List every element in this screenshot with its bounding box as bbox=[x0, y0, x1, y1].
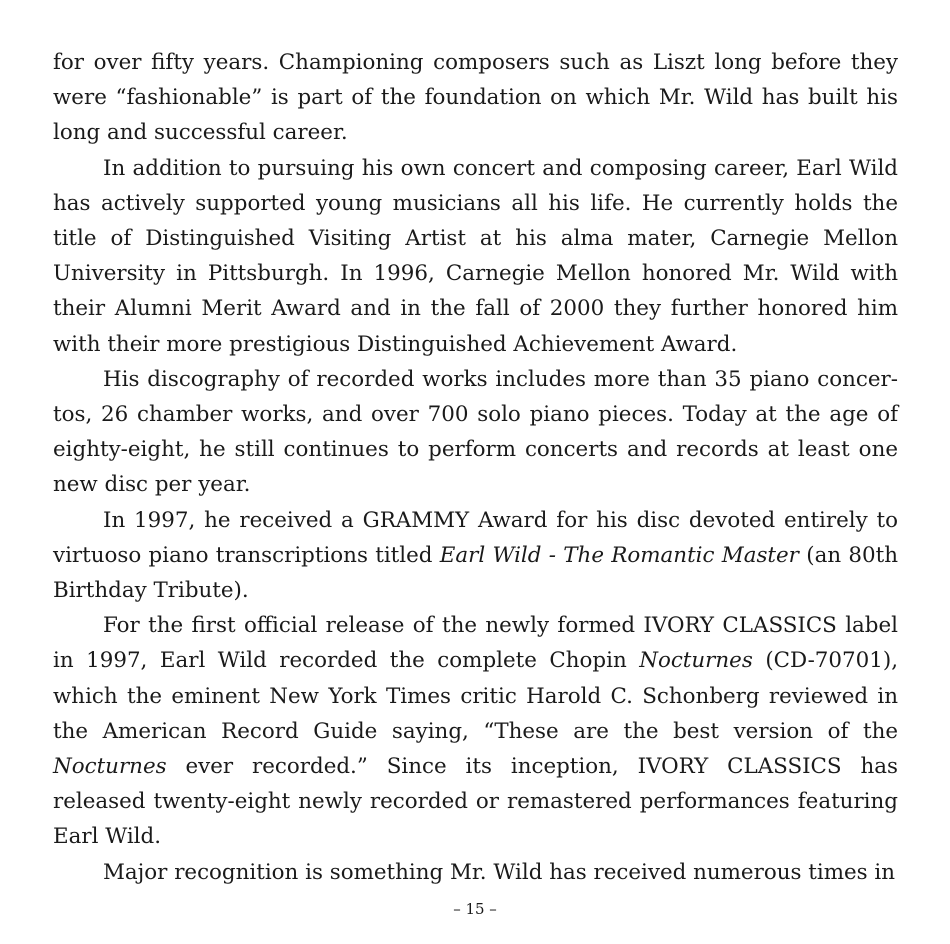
paragraph-5 bbox=[53, 608, 898, 854]
paragraph-4-text-before: In 1997, he received a GRAMMY Award for his disc devoted entirely to virtuoso piano transcriptions titled bbox=[53, 507, 898, 568]
paragraph-5-part-3: ever recorded.” Since its inception, IVORY CLASSICS has released twenty-eight newly recorded or remastered performances featuring Earl Wild. bbox=[53, 754, 898, 850]
paragraph-5-part-2: (CD-70701), which the eminent New York Times critic Harold C. Schonberg reviewed in the American Record Guide saying, “These are the best version of the bbox=[53, 648, 899, 744]
page-number: – 15 – bbox=[453, 900, 497, 918]
album-title: Earl Wild - The Romantic Master bbox=[439, 542, 799, 568]
paragraph-3: His discography of recorded works includes more than 35 piano concertos, 26 chamber works, and over 700 solo piano pieces. Today at the age of eighty-eight, he still continues to perform concerts and records at least one new disc per year. bbox=[53, 366, 898, 498]
paragraph-4-text-after: (an 80th Birthday Tribute). bbox=[53, 542, 898, 604]
paragraph-1: for over fifty years. Championing composers such as Liszt long before they were “fashionable” is part of the foundation on which Mr. Wild has built his long and successful career. bbox=[53, 50, 898, 146]
document-body bbox=[53, 45, 898, 890]
paragraph-4 bbox=[53, 503, 898, 609]
paragraph-6: Major recognition is something Mr. Wild has received numerous times in bbox=[103, 859, 896, 885]
paragraph-5-part-1: For the first official release of the newly formed IVORY CLASSICS label in 1997, Earl Wild recorded the complete Chopin bbox=[53, 613, 898, 674]
paragraph-2: In addition to pursuing his own concert and composing career, Earl Wild has actively supported young musicians all his life. He currently holds the title of Distinguished Visiting Artist at his alma mater, Carnegie Mellon University in Pittsburgh. In 1996, Carnegie Mellon honored Mr. Wild with their Alumni Merit Award and in the fall of 2000 they further honored him with their more prestigious Distinguished Achievement Award. bbox=[53, 155, 898, 357]
nocturnes-title-1: Nocturnes bbox=[639, 648, 753, 674]
nocturnes-title-2: Nocturnes bbox=[53, 754, 167, 780]
